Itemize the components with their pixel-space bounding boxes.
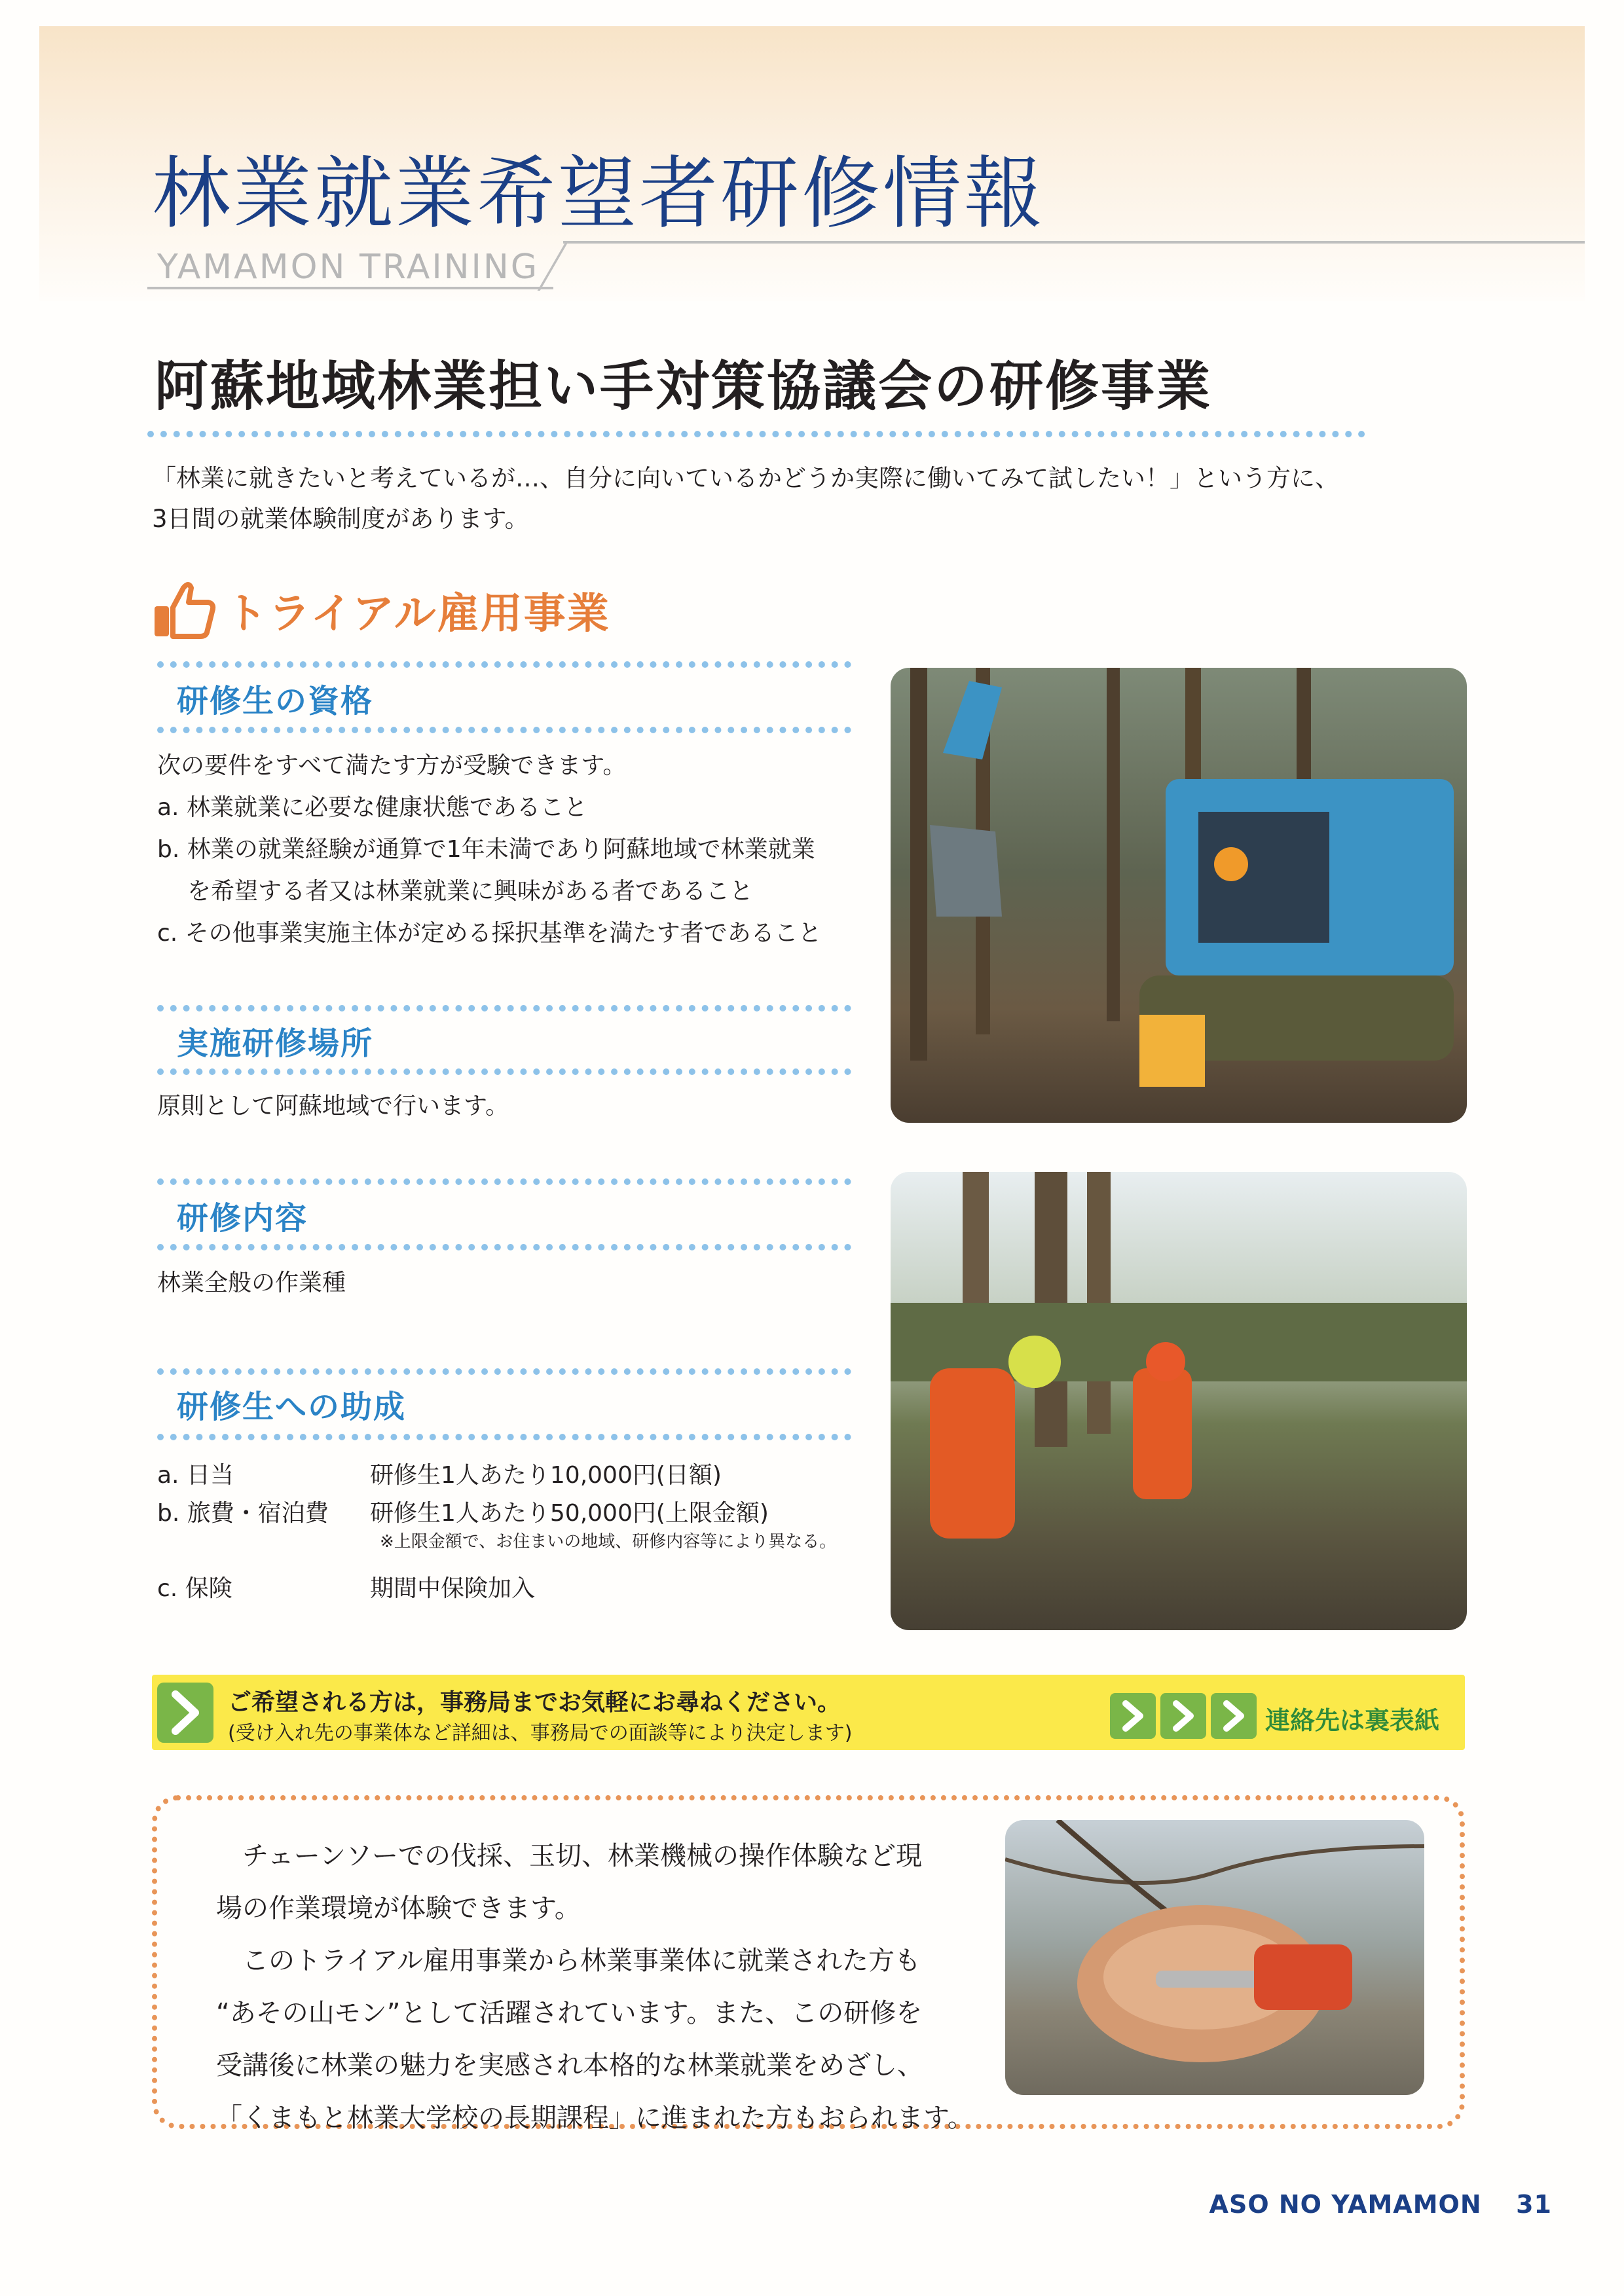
- header-rule: [563, 241, 1585, 244]
- chevron-right-icon: [1211, 1693, 1257, 1739]
- contact-bar-main: ご希望される方は，事務局までお気軽にお尋ねください。: [228, 1689, 841, 1716]
- divider: [157, 1434, 851, 1440]
- footer-label: ASO NO YAMAMON: [1209, 2190, 1482, 2219]
- trial-heading-label: トライアル雇用事業: [225, 590, 610, 638]
- page-subtitle: YAMAMON TRAINING: [157, 247, 540, 287]
- experience-line: チェーンソーでの伐採、玉切、林業機械の操作体験など現: [216, 1841, 922, 1871]
- divider: [157, 1178, 851, 1185]
- support-label: b. 旅費・宿泊費: [157, 1500, 329, 1527]
- support-label: a. 日当: [157, 1462, 234, 1489]
- divider: [157, 1005, 851, 1011]
- chainsaw-work-photo: [891, 1172, 1467, 1630]
- support-value: 研修生1人あたり50,000円(上限金額): [370, 1500, 769, 1527]
- divider: [157, 1068, 851, 1075]
- divider: [157, 1368, 851, 1375]
- stump-chainsaw-photo: [1005, 1820, 1424, 2095]
- location-text: 原則として阿蘇地域で行います。: [157, 1093, 509, 1120]
- page-number: 31: [1516, 2190, 1552, 2219]
- experience-line: このトライアル雇用事業から林業事業体に就業された方も: [216, 1946, 921, 1976]
- intro-text: 「林業に就きたいと考えているが…、自分に向いているかどうか実際に働いてみて試したい！」という方に、 3日間の就業体験制度があります。: [152, 464, 1339, 533]
- thumbs-up-icon: [152, 581, 216, 639]
- header-rule-lower: [147, 287, 553, 289]
- divider: [157, 1244, 851, 1250]
- divider: [157, 661, 851, 668]
- page-footer: [1209, 2190, 1552, 2219]
- qualifications-heading: 研修生の資格: [177, 683, 374, 720]
- qualifications-lead: 次の要件をすべて満たす方が受験できます。: [157, 752, 627, 779]
- qualification-item: c. その他事業実施主体が定める採択基準を満たす者であること: [157, 920, 822, 947]
- content-heading: 研修内容: [177, 1200, 308, 1237]
- section-heading: 阿蘇地域林業担い手対策協議会の研修事業: [155, 355, 1213, 418]
- support-label: c. 保険: [157, 1575, 232, 1602]
- qualification-item: a. 林業就業に必要な健康状態であること: [157, 794, 587, 821]
- experience-text: [216, 1830, 974, 2144]
- chevron-right-icon: [1160, 1693, 1206, 1739]
- experience-line: 受講後に林業の魅力を実感され本格的な林業就業をめざし、: [216, 2050, 923, 2081]
- support-note: ※上限金額で、お住まいの地域、研修内容等により異なる。: [380, 1532, 837, 1552]
- support-value: 研修生1人あたり10,000円(日額): [370, 1462, 722, 1489]
- support-value: 期間中保険加入: [370, 1575, 536, 1602]
- experience-line: 場の作業環境が体験できます。: [216, 1893, 581, 1923]
- qualification-item: b. 林業の就業経験が通算で1年未満であり阿蘇地域で林業就業: [157, 836, 815, 863]
- content-text: 林業全般の作業種: [157, 1269, 346, 1296]
- chevron-right-icon: [1110, 1693, 1156, 1739]
- trial-heading: [152, 577, 610, 643]
- chevron-right-icon: [157, 1683, 213, 1743]
- location-heading: 実施研修場所: [177, 1025, 374, 1062]
- experience-line: 「くまもと林業大学校の長期課程」に進まれた方もおられます。: [216, 2103, 974, 2133]
- divider: [157, 727, 851, 733]
- support-heading: 研修生への助成: [177, 1389, 407, 1425]
- contact-link[interactable]: 連絡先は裏表紙: [1265, 1706, 1440, 1735]
- page-title: 林業就業希望者研修情報: [152, 149, 1045, 240]
- excavator-photo: [891, 668, 1467, 1123]
- section-divider: [147, 431, 1365, 437]
- contact-bar-sub: (受け入れ先の事業体など詳細は、事務局での面談等により決定します): [228, 1722, 853, 1745]
- qualification-item: を希望する者又は林業就業に興味がある者であること: [187, 878, 754, 905]
- experience-line: “あその山モン”として活躍されています。また、この研修を: [216, 1998, 923, 2028]
